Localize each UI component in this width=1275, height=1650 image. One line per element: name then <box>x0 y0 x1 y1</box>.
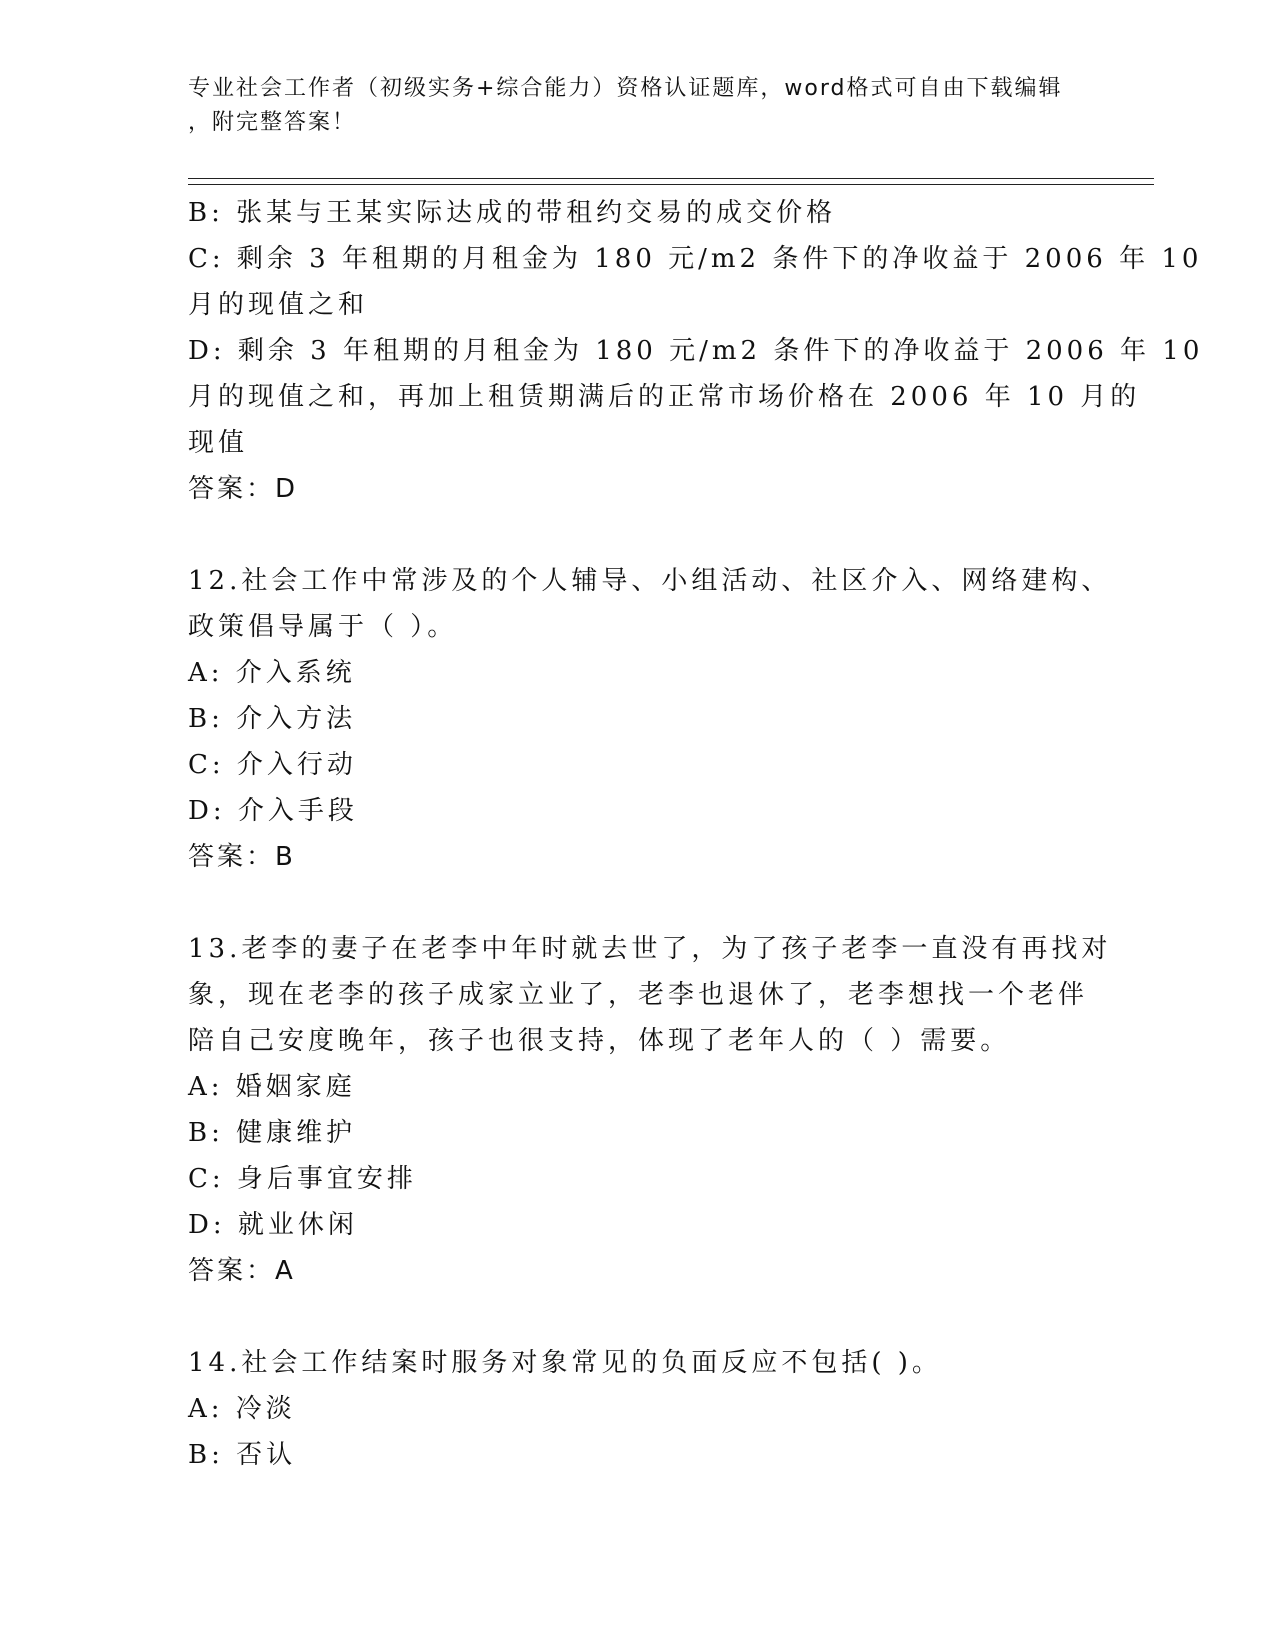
option-d-line-2: 月的现值之和，再加上租赁期满后的正常市场价格在 2006 年 10 月的 <box>188 382 1141 412</box>
option-d-line-1: D: 剩余 3 年租期的月租金为 180 元/m2 条件下的净收益于 2006 年 10 <box>188 336 1204 366</box>
header-divider-bottom <box>188 184 1154 185</box>
option-d-line-3: 现值 <box>188 428 249 458</box>
option-d: D: 介入手段 <box>188 796 358 826</box>
question-stem-line-1: 14.社会工作结案时服务对象常见的负面反应不包括( )。 <box>188 1348 942 1378</box>
option-c: C: 身后事宜安排 <box>188 1164 417 1194</box>
question-stem-line-1: 12.社会工作中常涉及的个人辅导、小组活动、社区介入、网络建构、 <box>188 566 1112 596</box>
option-b: B: 张某与王某实际达成的带租约交易的成交价格 <box>188 198 837 228</box>
option-c: C: 介入行动 <box>188 750 357 780</box>
header-title-line-1: 专业社会工作者（初级实务+综合能力）资格认证题库，word格式可自由下载编辑 <box>188 76 1063 101</box>
option-b: B: 健康维护 <box>188 1118 357 1148</box>
question-13 <box>188 926 1112 1294</box>
option-d: D: 就业休闲 <box>188 1210 358 1240</box>
option-a: A: 冷淡 <box>188 1394 296 1424</box>
option-b: B: 介入方法 <box>188 704 357 734</box>
question-spacer <box>188 512 1088 558</box>
question-14 <box>188 1340 1088 1478</box>
option-a: A: 介入系统 <box>188 658 356 688</box>
option-c-line-1: C: 剩余 3 年租期的月租金为 180 元/m2 条件下的净收益于 2006 年 10 <box>188 244 1203 274</box>
question-spacer <box>188 880 1088 926</box>
question-stem-line-2: 政策倡导属于（ ）。 <box>188 612 458 642</box>
question-stem-line-2: 象，现在老李的孩子成家立业了，老李也退休了，老李想找一个老伴 <box>188 980 1089 1010</box>
answer: 答案：B <box>188 842 296 872</box>
header-title-line-2: ，附完整答案！ <box>188 110 357 135</box>
option-c-line-2: 月的现值之和 <box>188 290 369 320</box>
question-stem-line-3: 陪自己安度晚年，孩子也很支持，体现了老年人的（ ）需要。 <box>188 1026 1011 1056</box>
answer: 答案：A <box>188 1256 296 1286</box>
header-divider-top <box>188 178 1154 179</box>
answer: 答案：D <box>188 474 299 504</box>
question-12 <box>188 558 1112 880</box>
question-11-tail <box>188 190 1204 512</box>
option-a: A: 婚姻家庭 <box>188 1072 356 1102</box>
question-content <box>188 190 1204 1478</box>
option-b: B: 否认 <box>188 1440 297 1470</box>
question-stem-line-1: 13.老李的妻子在老李中年时就去世了，为了孩子老李一直没有再找对 <box>188 934 1112 964</box>
document-header <box>188 72 1088 140</box>
question-spacer <box>188 1294 1088 1340</box>
